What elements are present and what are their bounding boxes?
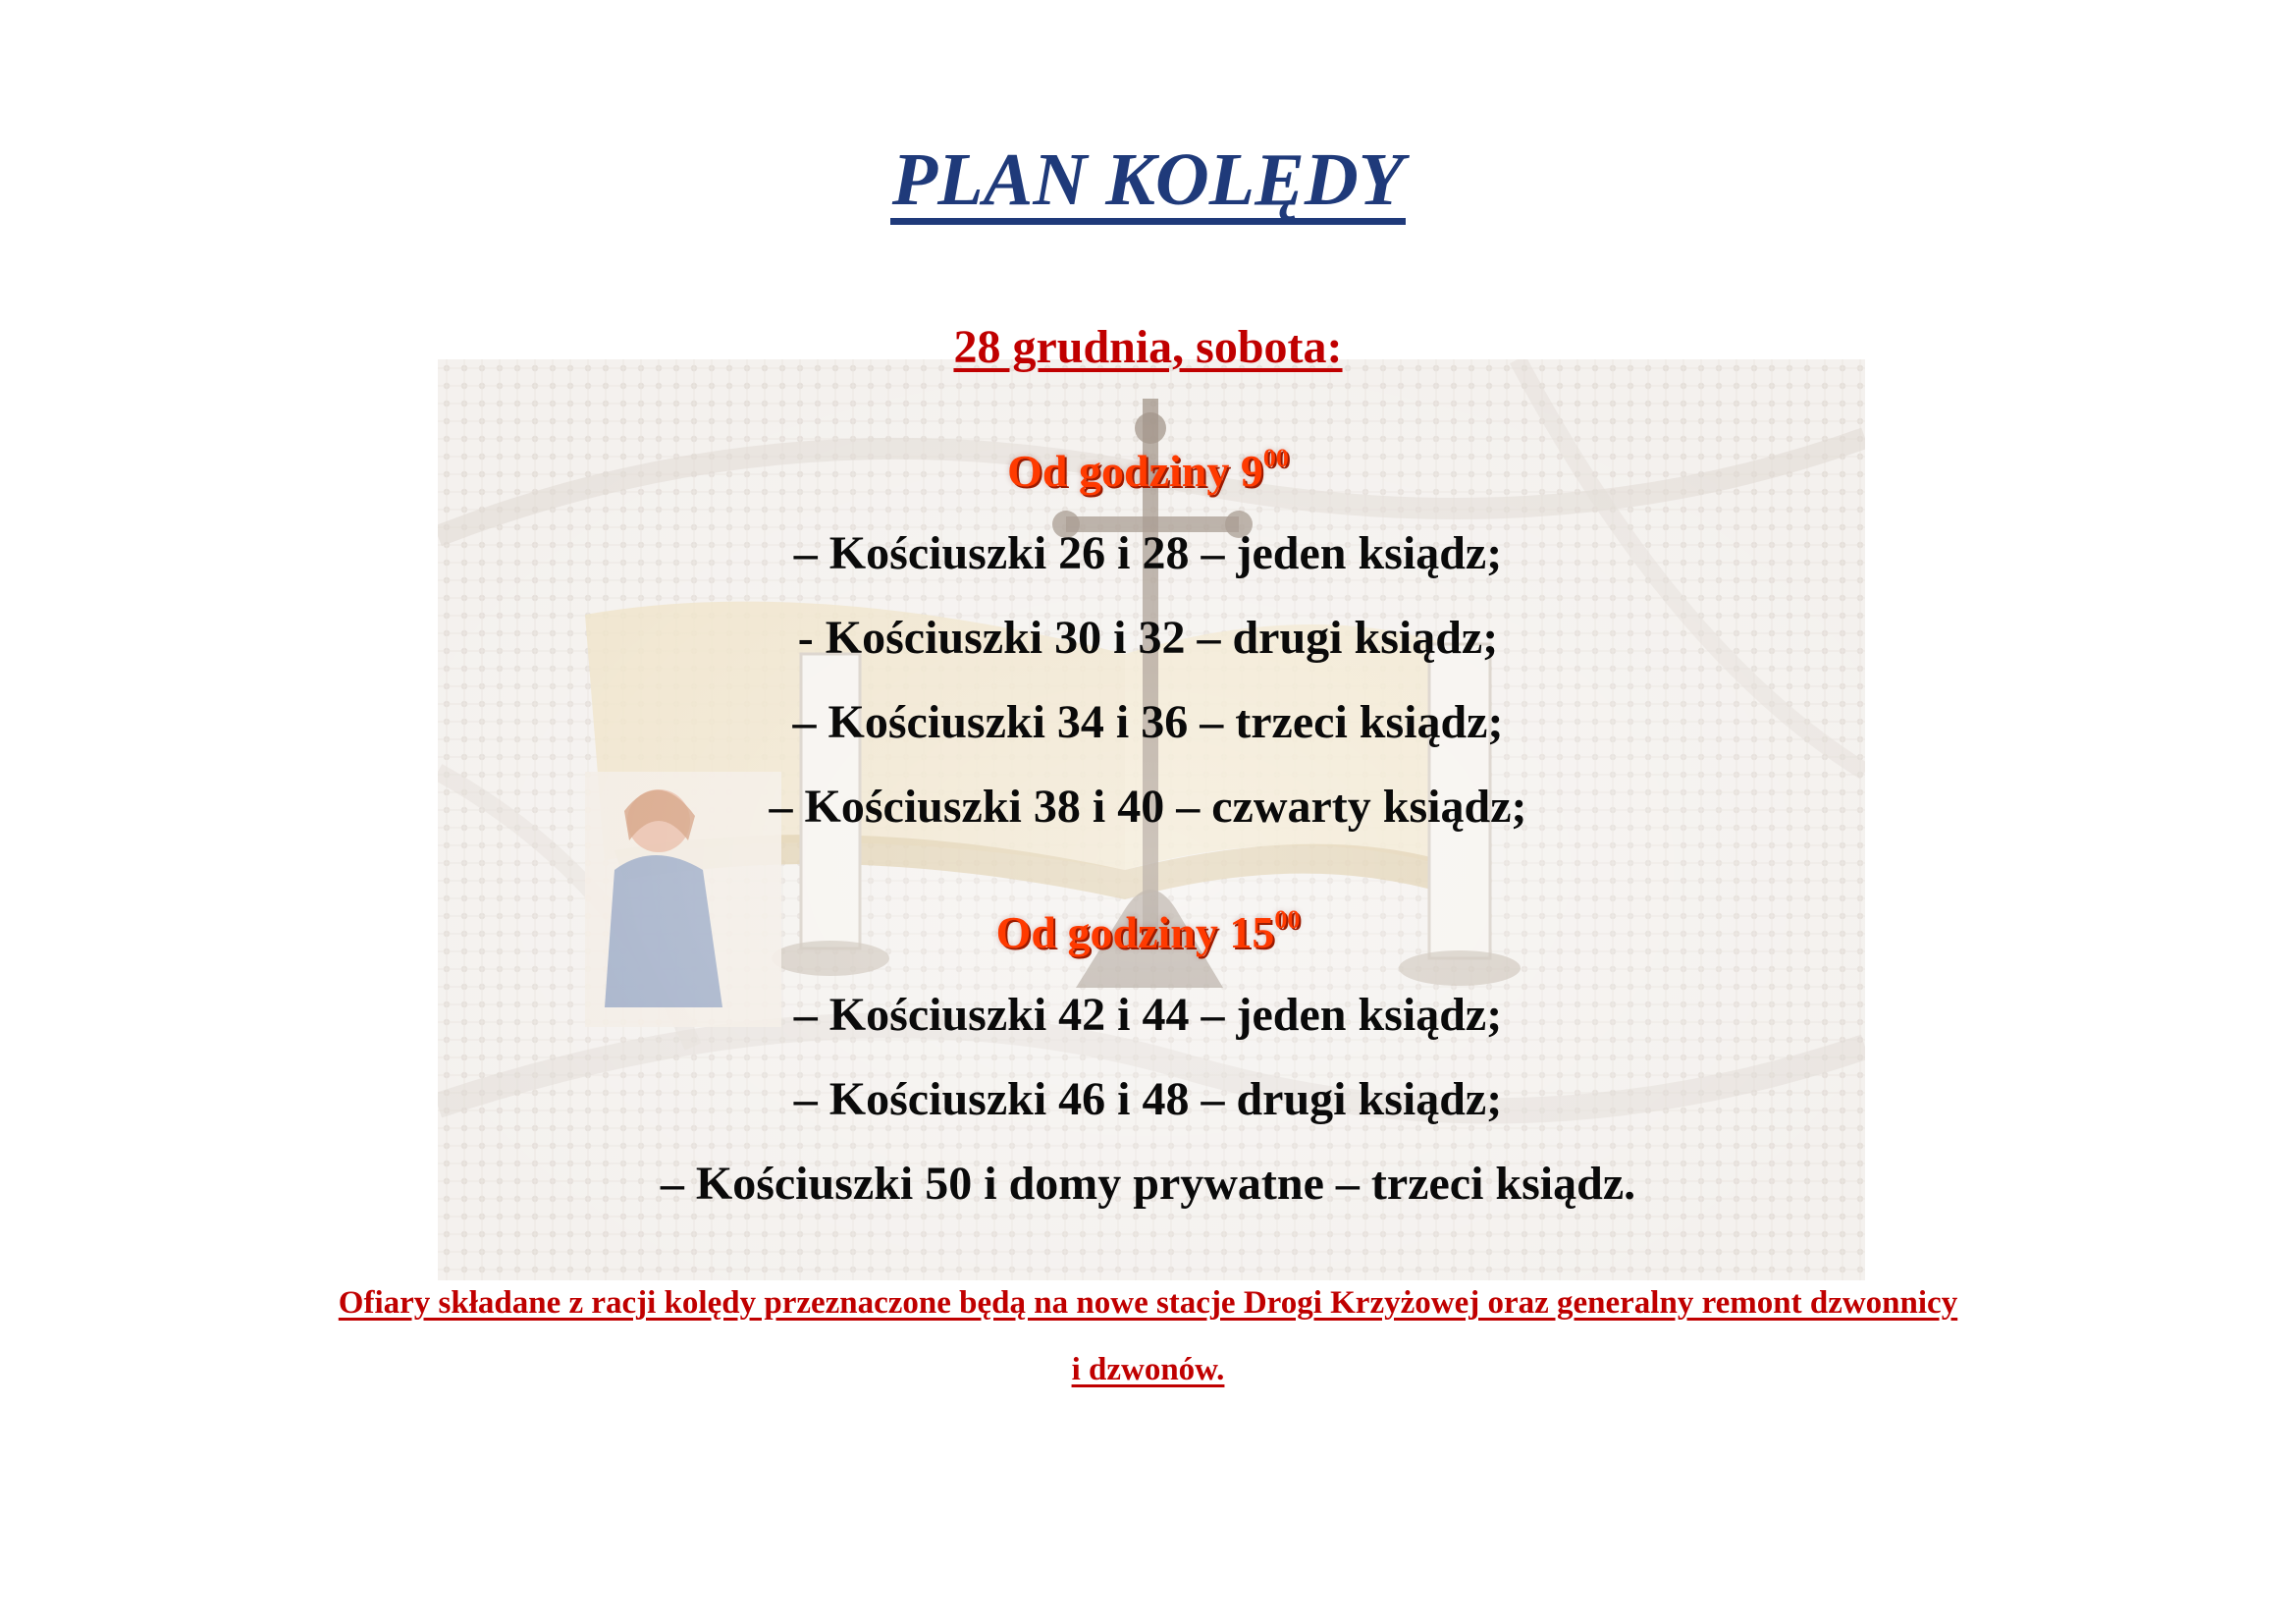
session-1-heading [0,442,2296,501]
session-1-label: Od godziny 9 [1007,446,1263,496]
page-title [0,135,2296,225]
schedule-row: – Kościuszki 46 i 48 – drugi ksiądz; [793,1073,1503,1125]
schedule-row: – Kościuszki 34 i 36 – trzeci ksiądz; [792,696,1504,748]
schedule-row: – Kościuszki 50 i domy prywatne – trzeci ksiądz. [660,1158,1636,1210]
date-heading: 28 grudnia, sobota: [953,321,1343,373]
donation-note-line-2: i dzwonów. [1071,1352,1225,1387]
session-2-label: Od godziny 15 [995,907,1275,957]
schedule-row: – Kościuszki 38 i 40 – czwarty ksiądz; [769,781,1527,833]
page-title-text: PLAN KOLĘDY [890,141,1406,225]
schedule-row: – Kościuszki 42 i 44 – jeden ksiądz; [793,989,1503,1041]
donation-note-line-1: Ofiary składane z racji kolędy przeznaczone będą na nowe stacje Drogi Krzyżowej oraz generalny remont dzwonnicy [338,1285,1958,1321]
session-1-minutes: 00 [1262,444,1289,472]
schedule-row: - Kościuszki 30 i 32 – drugi ksiądz; [797,612,1499,664]
session-2-heading [0,903,2296,962]
schedule-row: – Kościuszki 26 i 28 – jeden ksiądz; [793,527,1503,579]
session-2-minutes: 00 [1274,905,1301,934]
